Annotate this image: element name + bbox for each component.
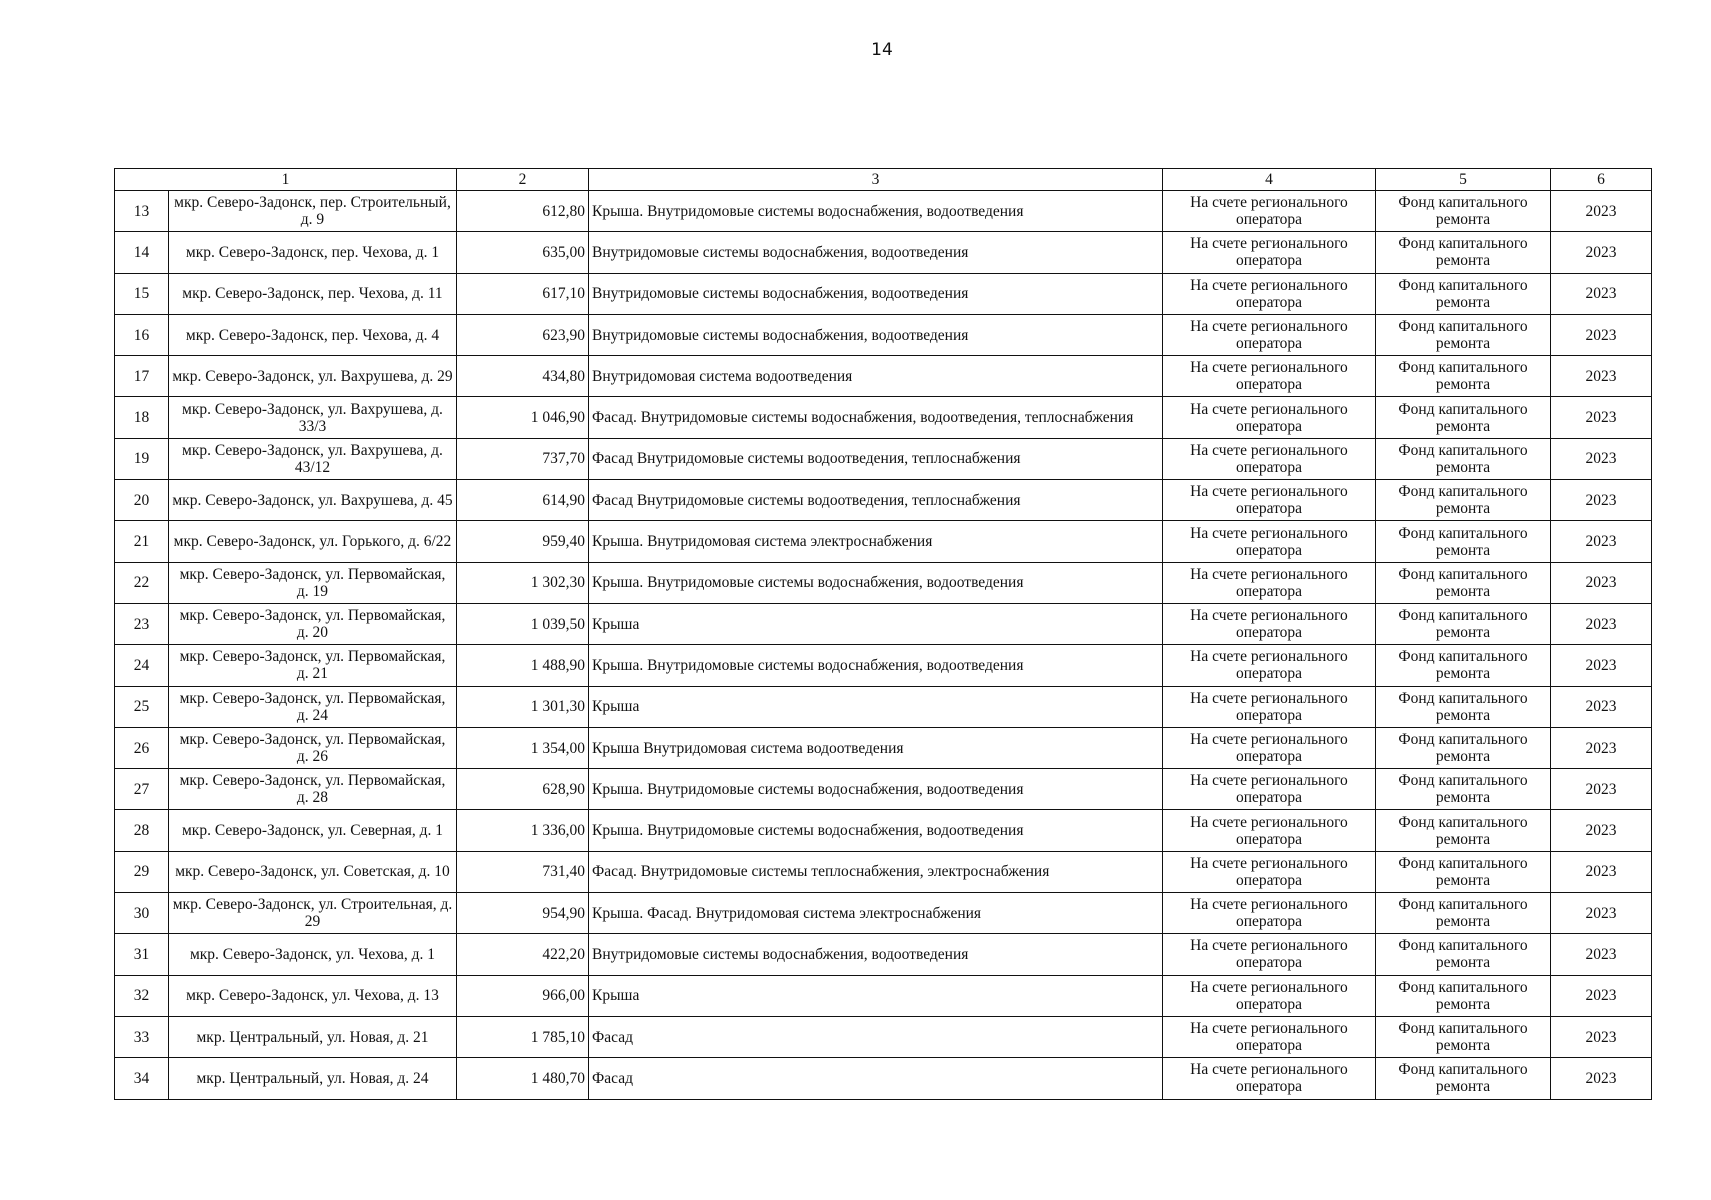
column-header-2: 2: [457, 169, 589, 191]
page-number: 14: [871, 40, 893, 60]
funding-source-cell: Фонд капитального ремонта: [1376, 686, 1551, 727]
table-row: [115, 480, 1652, 521]
repair-plan-table: [114, 168, 1652, 1100]
area-cell: 614,90: [457, 480, 589, 521]
works-cell: Фасад. Внутридомовые системы теплоснабжения, электроснабжения: [589, 851, 1163, 892]
table-row: [115, 769, 1652, 810]
table-row: [115, 521, 1652, 562]
works-cell: Крыша. Внутридомовые системы водоснабжения, водоотведения: [589, 810, 1163, 851]
account-cell: На счете регионального оператора: [1163, 397, 1376, 438]
area-cell: 628,90: [457, 769, 589, 810]
account-cell: На счете регионального оператора: [1163, 645, 1376, 686]
row-number-cell: 23: [115, 603, 169, 644]
funding-source-cell: Фонд капитального ремонта: [1376, 810, 1551, 851]
works-cell: Фасад. Внутридомовые системы водоснабжения, водоотведения, теплоснабжения: [589, 397, 1163, 438]
column-header-5: 5: [1376, 169, 1551, 191]
funding-source-cell: Фонд капитального ремонта: [1376, 438, 1551, 479]
account-cell: На счете регионального оператора: [1163, 975, 1376, 1016]
table-row: [115, 314, 1652, 355]
area-cell: 737,70: [457, 438, 589, 479]
area-cell: 623,90: [457, 314, 589, 355]
address-cell: мкр. Северо-Задонск, ул. Первомайская, д. 19: [169, 562, 457, 603]
funding-source-cell: Фонд капитального ремонта: [1376, 314, 1551, 355]
table-row: [115, 934, 1652, 975]
year-cell: 2023: [1551, 727, 1652, 768]
table-row: [115, 397, 1652, 438]
account-cell: На счете регионального оператора: [1163, 810, 1376, 851]
table-row: [115, 273, 1652, 314]
row-number-cell: 25: [115, 686, 169, 727]
works-cell: Фасад Внутридомовые системы водоотведения, теплоснабжения: [589, 480, 1163, 521]
year-cell: 2023: [1551, 1058, 1652, 1099]
funding-source-cell: Фонд капитального ремонта: [1376, 603, 1551, 644]
year-cell: 2023: [1551, 810, 1652, 851]
account-cell: На счете регионального оператора: [1163, 893, 1376, 934]
year-cell: 2023: [1551, 191, 1652, 232]
funding-source-cell: Фонд капитального ремонта: [1376, 191, 1551, 232]
table-row: [115, 686, 1652, 727]
funding-source-cell: Фонд капитального ремонта: [1376, 851, 1551, 892]
area-cell: 1 480,70: [457, 1058, 589, 1099]
funding-source-cell: Фонд капитального ремонта: [1376, 232, 1551, 273]
account-cell: На счете регионального оператора: [1163, 438, 1376, 479]
table-row: [115, 191, 1652, 232]
account-cell: На счете регионального оператора: [1163, 603, 1376, 644]
works-cell: Фасад: [589, 1058, 1163, 1099]
funding-source-cell: Фонд капитального ремонта: [1376, 1016, 1551, 1057]
account-cell: На счете регионального оператора: [1163, 232, 1376, 273]
funding-source-cell: Фонд капитального ремонта: [1376, 356, 1551, 397]
address-cell: мкр. Северо-Задонск, ул. Первомайская, д. 28: [169, 769, 457, 810]
row-number-cell: 29: [115, 851, 169, 892]
works-cell: Внутридомовые системы водоснабжения, водоотведения: [589, 273, 1163, 314]
area-cell: 612,80: [457, 191, 589, 232]
table-row: [115, 893, 1652, 934]
works-cell: Внутридомовая система водоотведения: [589, 356, 1163, 397]
table-row: [115, 438, 1652, 479]
row-number-cell: 32: [115, 975, 169, 1016]
area-cell: 1 336,00: [457, 810, 589, 851]
account-cell: На счете регионального оператора: [1163, 1016, 1376, 1057]
area-cell: 1 039,50: [457, 603, 589, 644]
year-cell: 2023: [1551, 232, 1652, 273]
year-cell: 2023: [1551, 975, 1652, 1016]
row-number-cell: 13: [115, 191, 169, 232]
works-cell: Внутридомовые системы водоснабжения, водоотведения: [589, 232, 1163, 273]
works-cell: Внутридомовые системы водоснабжения, водоотведения: [589, 934, 1163, 975]
row-number-cell: 17: [115, 356, 169, 397]
area-cell: 617,10: [457, 273, 589, 314]
row-number-cell: 26: [115, 727, 169, 768]
area-cell: 434,80: [457, 356, 589, 397]
works-cell: Крыша. Внутридомовые системы водоснабжения, водоотведения: [589, 645, 1163, 686]
table-row: [115, 232, 1652, 273]
year-cell: 2023: [1551, 356, 1652, 397]
works-cell: Фасад: [589, 1016, 1163, 1057]
funding-source-cell: Фонд капитального ремонта: [1376, 727, 1551, 768]
column-header-4: 4: [1163, 169, 1376, 191]
row-number-cell: 34: [115, 1058, 169, 1099]
works-cell: Крыша: [589, 603, 1163, 644]
address-cell: мкр. Северо-Задонск, ул. Первомайская, д. 21: [169, 645, 457, 686]
address-cell: мкр. Северо-Задонск, ул. Строительная, д. 29: [169, 893, 457, 934]
address-cell: мкр. Северо-Задонск, пер. Строительный, д. 9: [169, 191, 457, 232]
account-cell: На счете регионального оператора: [1163, 1058, 1376, 1099]
table-row: [115, 562, 1652, 603]
table-row: [115, 645, 1652, 686]
works-cell: Фасад Внутридомовые системы водоотведения, теплоснабжения: [589, 438, 1163, 479]
funding-source-cell: Фонд капитального ремонта: [1376, 273, 1551, 314]
table-row: [115, 810, 1652, 851]
address-cell: мкр. Северо-Задонск, ул. Вахрушева, д. 33/3: [169, 397, 457, 438]
row-number-cell: 28: [115, 810, 169, 851]
funding-source-cell: Фонд капитального ремонта: [1376, 975, 1551, 1016]
year-cell: 2023: [1551, 480, 1652, 521]
area-cell: 1 302,30: [457, 562, 589, 603]
account-cell: На счете регионального оператора: [1163, 314, 1376, 355]
year-cell: 2023: [1551, 397, 1652, 438]
row-number-cell: 20: [115, 480, 169, 521]
address-cell: мкр. Северо-Задонск, ул. Первомайская, д. 24: [169, 686, 457, 727]
account-cell: На счете регионального оператора: [1163, 191, 1376, 232]
funding-source-cell: Фонд капитального ремонта: [1376, 397, 1551, 438]
row-number-cell: 18: [115, 397, 169, 438]
year-cell: 2023: [1551, 562, 1652, 603]
row-number-cell: 16: [115, 314, 169, 355]
row-number-cell: 24: [115, 645, 169, 686]
row-number-cell: 19: [115, 438, 169, 479]
year-cell: 2023: [1551, 438, 1652, 479]
works-cell: Крыша. Внутридомовые системы водоснабжения, водоотведения: [589, 191, 1163, 232]
area-cell: 966,00: [457, 975, 589, 1016]
account-cell: На счете регионального оператора: [1163, 562, 1376, 603]
table-row: [115, 851, 1652, 892]
address-cell: мкр. Северо-Задонск, ул. Вахрушева, д. 29: [169, 356, 457, 397]
account-cell: На счете регионального оператора: [1163, 727, 1376, 768]
address-cell: мкр. Северо-Задонск, ул. Первомайская, д. 20: [169, 603, 457, 644]
year-cell: 2023: [1551, 1016, 1652, 1057]
table-header-row: [115, 169, 1652, 191]
year-cell: 2023: [1551, 934, 1652, 975]
area-cell: 1 488,90: [457, 645, 589, 686]
address-cell: мкр. Северо-Задонск, ул. Вахрушева, д. 45: [169, 480, 457, 521]
table-row: [115, 603, 1652, 644]
row-number-cell: 15: [115, 273, 169, 314]
address-cell: мкр. Северо-Задонск, ул. Северная, д. 1: [169, 810, 457, 851]
year-cell: 2023: [1551, 686, 1652, 727]
area-cell: 1 354,00: [457, 727, 589, 768]
year-cell: 2023: [1551, 314, 1652, 355]
table-body: [115, 191, 1652, 1100]
works-cell: Внутридомовые системы водоснабжения, водоотведения: [589, 314, 1163, 355]
funding-source-cell: Фонд капитального ремонта: [1376, 1058, 1551, 1099]
table-row: [115, 1016, 1652, 1057]
column-header-6: 6: [1551, 169, 1652, 191]
row-number-cell: 27: [115, 769, 169, 810]
address-cell: мкр. Северо-Задонск, пер. Чехова, д. 1: [169, 232, 457, 273]
area-cell: 1 046,90: [457, 397, 589, 438]
column-header-3: 3: [589, 169, 1163, 191]
works-cell: Крыша Внутридомовая система водоотведения: [589, 727, 1163, 768]
account-cell: На счете регионального оператора: [1163, 356, 1376, 397]
area-cell: 954,90: [457, 893, 589, 934]
funding-source-cell: Фонд капитального ремонта: [1376, 562, 1551, 603]
address-cell: мкр. Центральный, ул. Новая, д. 21: [169, 1016, 457, 1057]
works-cell: Крыша: [589, 686, 1163, 727]
table-row: [115, 356, 1652, 397]
year-cell: 2023: [1551, 645, 1652, 686]
funding-source-cell: Фонд капитального ремонта: [1376, 480, 1551, 521]
table-row: [115, 1058, 1652, 1099]
address-cell: мкр. Северо-Задонск, ул. Вахрушева, д. 43/12: [169, 438, 457, 479]
address-cell: мкр. Северо-Задонск, пер. Чехова, д. 11: [169, 273, 457, 314]
year-cell: 2023: [1551, 273, 1652, 314]
year-cell: 2023: [1551, 851, 1652, 892]
row-number-cell: 33: [115, 1016, 169, 1057]
row-number-cell: 21: [115, 521, 169, 562]
row-number-cell: 31: [115, 934, 169, 975]
works-cell: Крыша. Внутридомовые системы водоснабжения, водоотведения: [589, 769, 1163, 810]
account-cell: На счете регионального оператора: [1163, 851, 1376, 892]
works-cell: Крыша: [589, 975, 1163, 1016]
area-cell: 422,20: [457, 934, 589, 975]
account-cell: На счете регионального оператора: [1163, 934, 1376, 975]
table-row: [115, 975, 1652, 1016]
area-cell: 635,00: [457, 232, 589, 273]
area-cell: 1 785,10: [457, 1016, 589, 1057]
account-cell: На счете регионального оператора: [1163, 686, 1376, 727]
row-number-cell: 22: [115, 562, 169, 603]
funding-source-cell: Фонд капитального ремонта: [1376, 893, 1551, 934]
works-cell: Крыша. Внутридомовая система электроснабжения: [589, 521, 1163, 562]
address-cell: мкр. Северо-Задонск, ул. Первомайская, д. 26: [169, 727, 457, 768]
funding-source-cell: Фонд капитального ремонта: [1376, 645, 1551, 686]
account-cell: На счете регионального оператора: [1163, 769, 1376, 810]
year-cell: 2023: [1551, 521, 1652, 562]
column-header-1: 1: [115, 169, 457, 191]
row-number-cell: 14: [115, 232, 169, 273]
address-cell: мкр. Северо-Задонск, ул. Чехова, д. 1: [169, 934, 457, 975]
address-cell: мкр. Северо-Задонск, пер. Чехова, д. 4: [169, 314, 457, 355]
account-cell: На счете регионального оператора: [1163, 521, 1376, 562]
address-cell: мкр. Северо-Задонск, ул. Советская, д. 10: [169, 851, 457, 892]
area-cell: 1 301,30: [457, 686, 589, 727]
address-cell: мкр. Северо-Задонск, ул. Чехова, д. 13: [169, 975, 457, 1016]
year-cell: 2023: [1551, 893, 1652, 934]
funding-source-cell: Фонд капитального ремонта: [1376, 769, 1551, 810]
area-cell: 959,40: [457, 521, 589, 562]
address-cell: мкр. Северо-Задонск, ул. Горького, д. 6/22: [169, 521, 457, 562]
area-cell: 731,40: [457, 851, 589, 892]
address-cell: мкр. Центральный, ул. Новая, д. 24: [169, 1058, 457, 1099]
row-number-cell: 30: [115, 893, 169, 934]
works-cell: Крыша. Внутридомовые системы водоснабжения, водоотведения: [589, 562, 1163, 603]
table-row: [115, 727, 1652, 768]
works-cell: Крыша. Фасад. Внутридомовая система электроснабжения: [589, 893, 1163, 934]
year-cell: 2023: [1551, 603, 1652, 644]
account-cell: На счете регионального оператора: [1163, 480, 1376, 521]
year-cell: 2023: [1551, 769, 1652, 810]
funding-source-cell: Фонд капитального ремонта: [1376, 521, 1551, 562]
funding-source-cell: Фонд капитального ремонта: [1376, 934, 1551, 975]
account-cell: На счете регионального оператора: [1163, 273, 1376, 314]
